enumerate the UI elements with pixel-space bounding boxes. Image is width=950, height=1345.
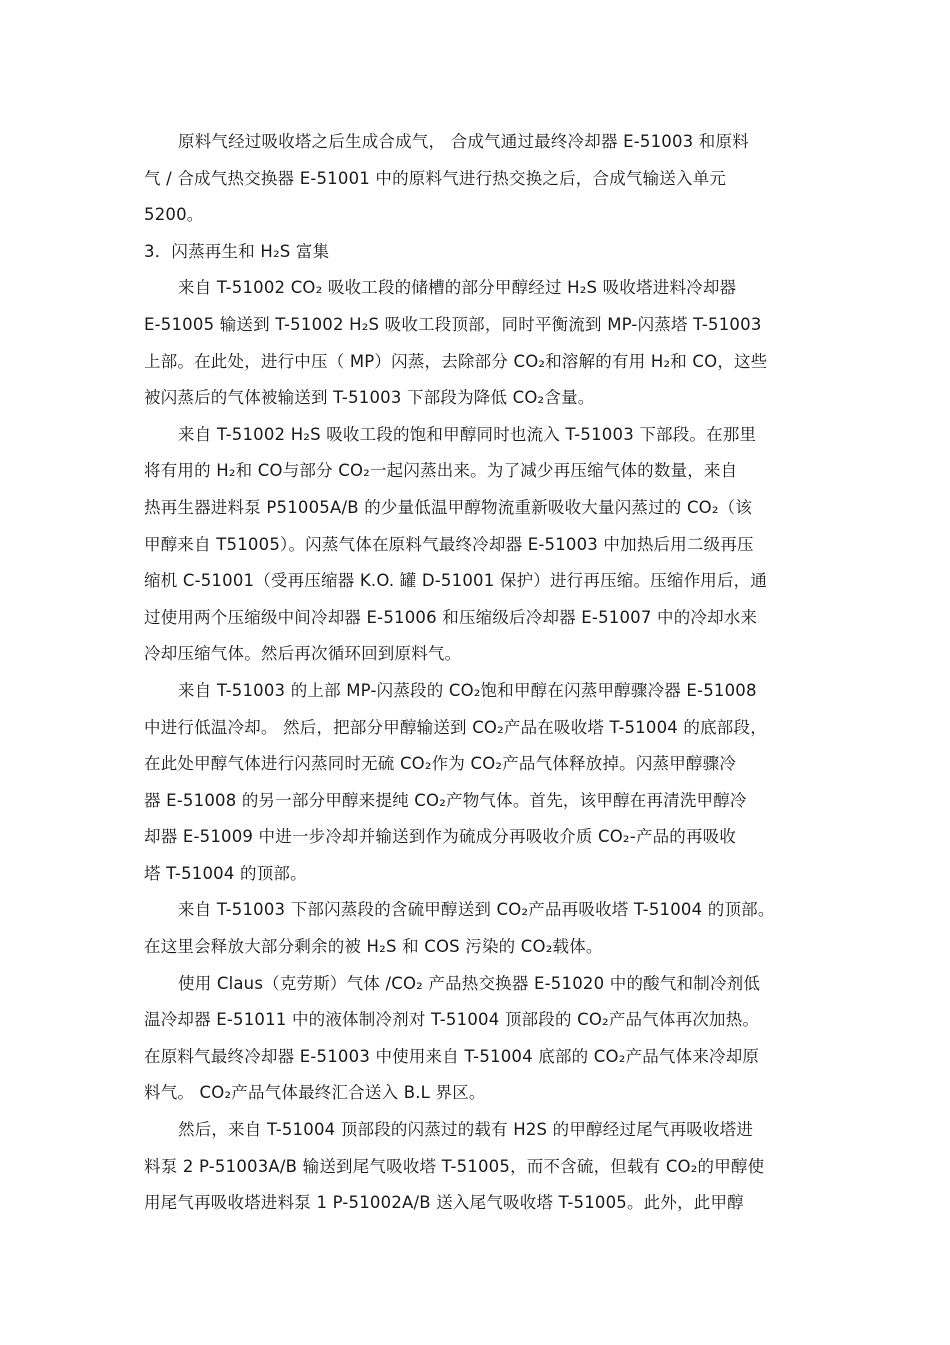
- document-body: [144, 124, 814, 1222]
- paragraph-line: 原料气经过吸收塔之后生成合成气， 合成气通过最终冷却器 E-51003 和原料: [178, 132, 749, 151]
- paragraph-line: 却器 E-51009 中进一步冷却并输送到作为硫成分再吸收介质 CO₂-产品的再吸收: [144, 827, 737, 847]
- paragraph-line: 器 E-51008 的另一部分甲醇来提纯 CO₂产物气体。首先，该甲醇在再清洗甲醇冷: [144, 790, 747, 810]
- paragraph-line: 然后，来自 T-51004 顶部段的闪蒸过的载有 H2S 的甲醇经过尾气再吸收塔进: [178, 1120, 754, 1140]
- paragraph-line: 气 / 合成气热交换器 E-51001 中的原料气进行热交换之后，合成气输送入单元: [144, 168, 727, 188]
- paragraph-line: 塔 T-51004 的顶部。: [144, 863, 307, 883]
- section-heading: 3．闪蒸再生和 H₂S 富集: [144, 241, 330, 261]
- paragraph-line: 来自 T-51003 的上部 MP-闪蒸段的 CO₂饱和甲醇在闪蒸甲醇骤冷器 E-51008: [178, 680, 757, 700]
- paragraph-line: 过使用两个压缩级中间冷却器 E-51006 和压缩级后冷却器 E-51007 中的冷却水来: [144, 607, 758, 627]
- paragraph-line: 将有用的 H₂和 CO与部分 CO₂一起闪蒸出来。为了减少再压缩气体的数量，来自: [144, 461, 738, 481]
- paragraph-line: 使用 Claus（克劳斯）气体 /CO₂ 产品热交换器 E-51020 中的酸气和制冷剂低: [178, 973, 761, 993]
- paragraph-line: 料气。 CO₂产品气体最终汇合送入 B.L 界区。: [144, 1083, 486, 1103]
- paragraph-line: 用尾气再吸收塔进料泵 1 P-51002A/B 送入尾气吸收塔 T-51005。此外，此甲醇: [144, 1193, 744, 1213]
- paragraph-line: 在这里会释放大部分剩余的被 H₂S 和 COS 污染的 CO₂载体。: [144, 937, 603, 957]
- paragraph-line: 来自 T-51002 CO₂ 吸收工段的储槽的部分甲醇经过 H₂S 吸收塔进料冷却器: [178, 278, 737, 298]
- paragraph-line: 上部。在此处，进行中压（ MP）闪蒸，去除部分 CO₂和溶解的有用 H₂和 CO，这些: [144, 351, 768, 371]
- paragraph-line: 温冷却器 E-51011 中的液体制冷剂对 T-51004 顶部段的 CO₂产品气体再次加热。: [144, 1010, 760, 1030]
- paragraph-line: 冷却压缩气体。然后再次循环回到原料气。: [144, 644, 462, 664]
- paragraph-line: 中进行低温冷却。 然后，把部分甲醇输送到 CO₂产品在吸收塔 T-51004 的底部段，: [144, 717, 767, 737]
- paragraph-line: 甲醇来自 T51005）。闪蒸气体在原料气最终冷却器 E-51003 中加热后用二级再压: [144, 534, 754, 554]
- paragraph-line: 被闪蒸后的气体被输送到 T-51003 下部段为降低 CO₂含量。: [144, 388, 595, 408]
- paragraph-line: 5200。: [144, 205, 204, 225]
- paragraph-line: 在原料气最终冷却器 E-51003 中使用来自 T-51004 底部的 CO₂产品气体来冷却原: [144, 1046, 760, 1066]
- paragraph-line: 在此处甲醇气体进行闪蒸同时无硫 CO₂作为 CO₂产品气体释放掉。闪蒸甲醇骤冷: [144, 754, 737, 774]
- paragraph-line: 料泵 2 P-51003A/B 输送到尾气吸收塔 T-51005，而不含硫，但载有 CO₂的甲醇使: [144, 1156, 765, 1176]
- paragraph-line: 缩机 C-51001（受再压缩器 K.O. 罐 D-51001 保护）进行再压缩。压缩作用后，通: [144, 571, 768, 591]
- paragraph-line: 热再生器进料泵 P51005A/B 的少量低温甲醇物流重新吸收大量闪蒸过的 CO₂（该: [144, 497, 753, 517]
- paragraph-line: E-51005 输送到 T-51002 H₂S 吸收工段顶部，同时平衡流到 MP-闪蒸塔 T-51003: [144, 314, 762, 334]
- paragraph-line: 来自 T-51002 H₂S 吸收工段的饱和甲醇同时也流入 T-51003 下部段。在那里: [178, 424, 757, 444]
- paragraph-line: 来自 T-51003 下部闪蒸段的含硫甲醇送到 CO₂产品再吸收塔 T-51004 的顶部。: [178, 900, 775, 920]
